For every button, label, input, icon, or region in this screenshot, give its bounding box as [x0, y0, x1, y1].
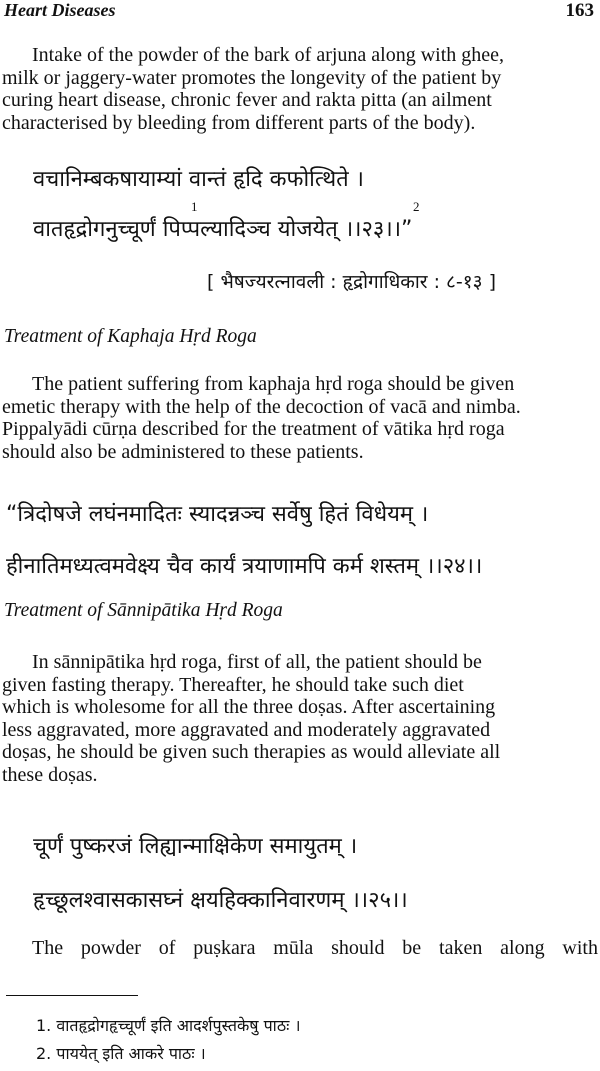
- verse-line: हृच्छूलश्वासकासघ्नं क्षयहिक्कानिवारणम् ।।२५।।: [33, 888, 408, 913]
- text-line: doṣas, he should be given such therapies as would alleviate all: [2, 741, 501, 763]
- text-line: these doṣas.: [2, 763, 98, 786]
- running-title: Heart Diseases: [4, 0, 116, 20]
- verse-line: 1 2 वातहृद्रोगनुच्चूर्णं पिप्पल्यादिञ्च योजयेत् ।।२३।।”: [33, 199, 420, 242]
- section-heading: Treatment of Sānnipātika Hṛd Roga: [4, 600, 283, 621]
- paragraph-kaphaja: [2, 373, 598, 463]
- footnote: 2. पाययेत् इति आकरे पाठः ।: [36, 1044, 206, 1063]
- verse-line: “त्रिदोषजे लघंनमादितः स्यादन्नञ्च सर्वेषु हितं विधेयम् ।: [6, 502, 429, 527]
- footnote-marker: 2: [413, 199, 420, 214]
- text-line: curing heart disease, chronic fever and rakta pitta (an ailment: [2, 89, 492, 111]
- verse-line: चूर्णं पुष्करजं लिह्यान्माक्षिकेण समायुतम् ।: [33, 834, 358, 859]
- verse-line: हीनातिमध्यत्वमवेक्ष्य चैव कार्यं त्रयाणामपि कर्म शस्तम् ।।२४।।: [6, 554, 483, 579]
- text-line: milk or jaggery-water promotes the longevity of the patient by: [2, 66, 502, 89]
- text-line: The patient suffering from kaphaja hṛd roga should be given: [32, 373, 515, 395]
- text-line: which is wholesome for all the three doṣas. After ascertaining: [2, 696, 496, 718]
- paragraph-arjuna: [2, 44, 598, 134]
- text-line: Intake of the powder of the bark of arjuna along with ghee,: [32, 44, 505, 66]
- footnote-marker: 1: [191, 199, 198, 214]
- text-line: should also be administered to these patients.: [2, 440, 364, 463]
- text-line: less aggravated, more aggravated and moderately aggravated: [2, 718, 491, 741]
- text-line: The powder of puṣkara mūla should be taken along with: [32, 937, 598, 959]
- source-reference: [ भैषज्यरत्नावली : हृद्रोगाधिकार : ८-१३ ]: [207, 271, 496, 293]
- text-line: characterised by bleeding from different parts of the body).: [2, 111, 476, 134]
- text-line: given fasting therapy. Thereafter, he should take such diet: [2, 673, 464, 696]
- text-line: In sānnipātika hṛd roga, first of all, the patient should be: [32, 651, 482, 673]
- paragraph-puskara: [2, 937, 598, 960]
- running-header: [4, 0, 594, 24]
- paragraph-sannipatika: [2, 651, 598, 786]
- text-line: Pippalyādi cūrṇa described for the treatment of vātika hṛd roga: [2, 418, 505, 440]
- section-heading: Treatment of Kaphaja Hṛd Roga: [4, 326, 257, 347]
- page-number: 163: [565, 0, 594, 21]
- footnote: 1. वातहृद्रोगहृच्चूर्णं इति आदर्शपुस्तकेषु पाठः ।: [36, 1016, 301, 1035]
- text-line: emetic therapy with the help of the decoction of vacā and nimba.: [2, 395, 521, 418]
- footnote-rule: [6, 995, 138, 996]
- verse-line: वचानिम्बकषायाम्यां वान्तं हृदि कफोत्थिते ।: [33, 167, 365, 192]
